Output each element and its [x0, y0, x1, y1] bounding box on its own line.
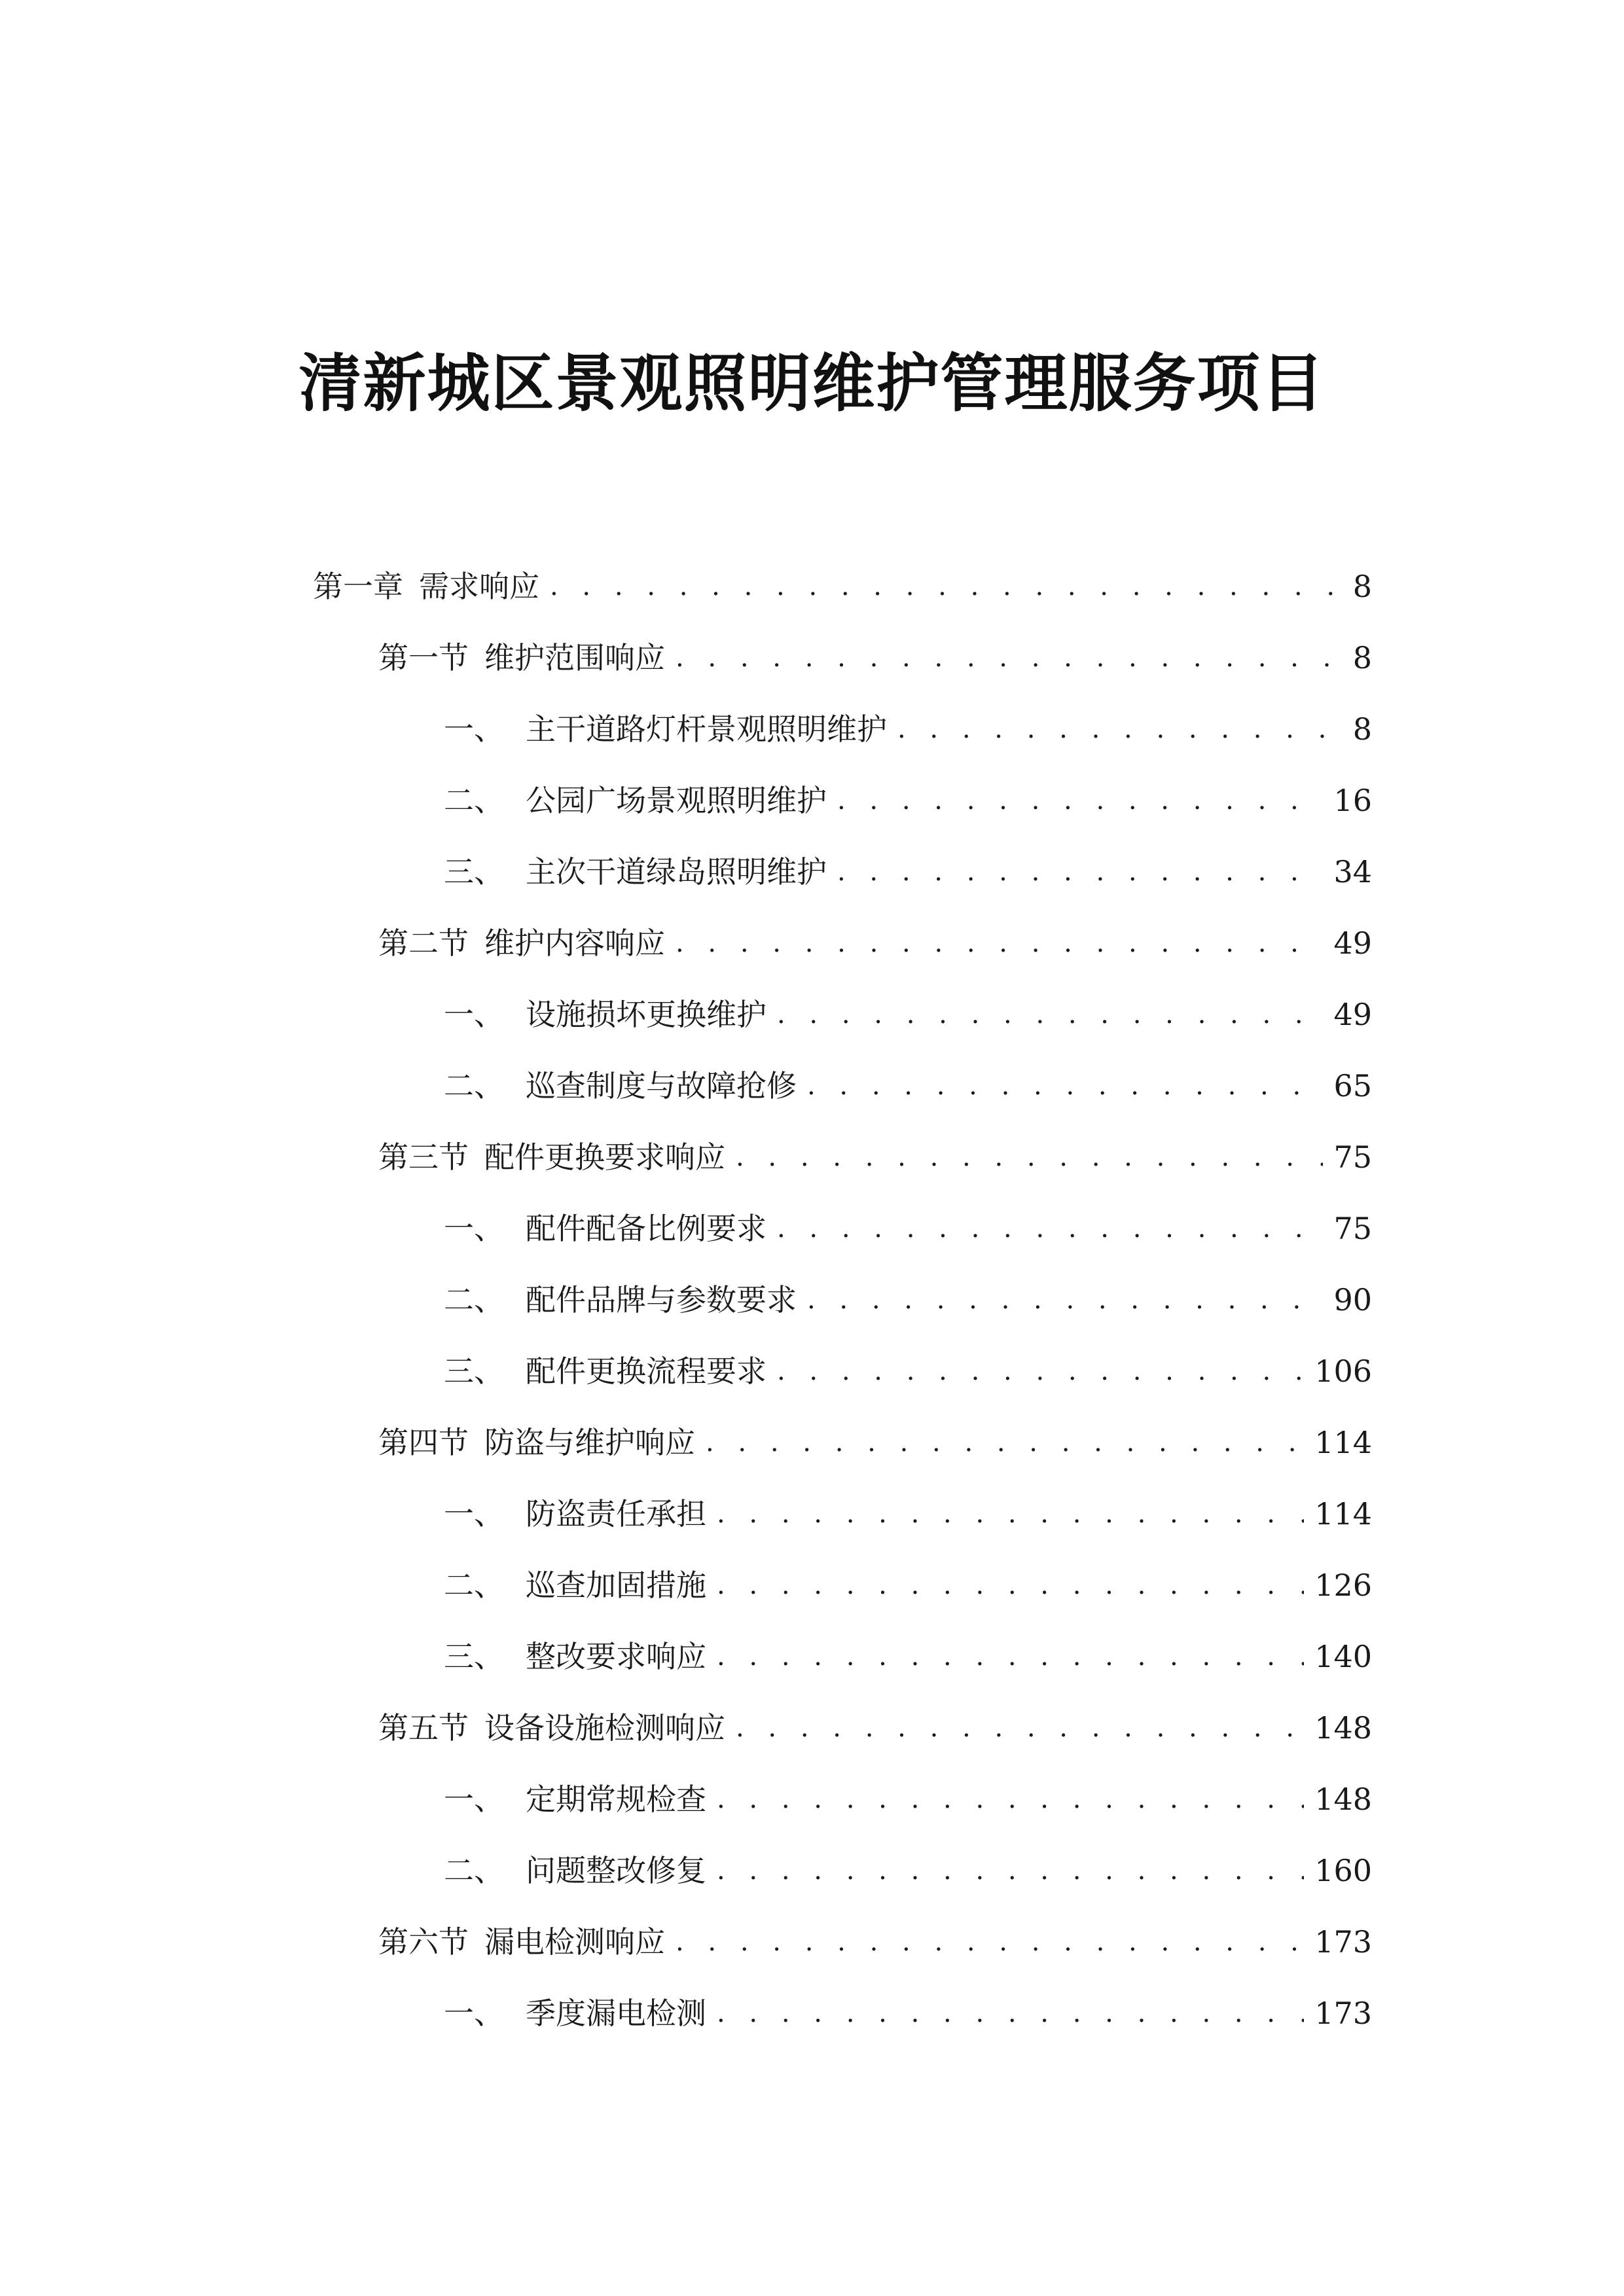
- toc-entry-subsection[interactable]: [444, 1202, 1372, 1255]
- toc-dot-leader: [550, 560, 1343, 613]
- toc-entry-subsection[interactable]: [444, 1345, 1372, 1397]
- toc-entry-title: 季度漏电检测: [526, 1996, 706, 2031]
- toc-entry-section-3[interactable]: [378, 1131, 1372, 1183]
- toc-entry-subsection[interactable]: [444, 1844, 1372, 1897]
- document-title: 清新城区景观照明维护管理服务项目: [298, 347, 1326, 420]
- toc-entry-number: 一、: [444, 1782, 504, 1817]
- toc-entry-page: 126: [1314, 1568, 1372, 1603]
- toc-entry-section-1[interactable]: [378, 632, 1372, 684]
- toc-dot-leader: [676, 917, 1323, 969]
- toc-dot-leader: [717, 1773, 1304, 1825]
- toc-dot-leader: [837, 774, 1323, 827]
- toc-entry-subsection[interactable]: [444, 1630, 1372, 1683]
- toc-entry-page: 8: [1352, 711, 1372, 747]
- toc-entry-subsection[interactable]: [444, 1559, 1372, 1611]
- toc-entry-number: 一、: [444, 711, 504, 747]
- toc-entry-section-2[interactable]: [378, 917, 1372, 969]
- toc-dot-leader: [717, 1630, 1304, 1683]
- toc-entry-title: 巡查制度与故障抢修: [526, 1068, 797, 1103]
- toc-entry-title: 设施损坏更换维护: [526, 997, 767, 1032]
- toc-dot-leader: [777, 1345, 1304, 1397]
- toc-entry-title: 防盗责任承担: [526, 1496, 706, 1532]
- toc-entry-number: 第六节: [378, 1924, 469, 1960]
- toc-entry-title: 配件更换流程要求: [526, 1354, 767, 1389]
- toc-entry-number: 二、: [444, 1282, 504, 1318]
- toc-entry-page: 140: [1314, 1639, 1372, 1674]
- toc-entry-page: 114: [1314, 1496, 1372, 1532]
- toc-entry-section-5[interactable]: [378, 1702, 1372, 1754]
- toc-entry-title: 需求响应: [419, 569, 539, 604]
- toc-entry-title: 漏电检测响应: [484, 1924, 665, 1960]
- toc-entry-subsection[interactable]: [444, 1773, 1372, 1825]
- toc-dot-leader: [717, 1559, 1304, 1611]
- toc-entry-page: 49: [1333, 997, 1372, 1032]
- toc-dot-leader: [676, 632, 1343, 684]
- toc-entry-page: 173: [1314, 1924, 1372, 1960]
- toc-entry-page: 16: [1333, 783, 1372, 818]
- toc-entry-title: 维护内容响应: [484, 925, 665, 961]
- toc-entry-page: 34: [1333, 854, 1372, 889]
- toc-dot-leader: [897, 703, 1343, 755]
- toc-entry-subsection[interactable]: [444, 1274, 1372, 1326]
- toc-entry-page: 148: [1314, 1710, 1372, 1746]
- toc-entry-number: 三、: [444, 854, 504, 889]
- toc-entry-title: 配件品牌与参数要求: [526, 1282, 797, 1318]
- toc-entry-title: 问题整改修复: [526, 1853, 706, 1888]
- toc-entry-number: 一、: [444, 1496, 504, 1532]
- toc-entry-title: 设备设施检测响应: [484, 1710, 725, 1746]
- toc-entry-page: 90: [1333, 1282, 1372, 1318]
- toc-entry-title: 公园广场景观照明维护: [526, 783, 827, 818]
- toc-dot-leader: [837, 846, 1323, 898]
- toc-entry-page: 49: [1333, 925, 1372, 961]
- toc-entry-number: 一、: [444, 1996, 504, 2031]
- toc-entry-title: 配件更换要求响应: [484, 1139, 725, 1175]
- toc-dot-leader: [736, 1131, 1323, 1183]
- toc-entry-title: 主干道路灯杆景观照明维护: [526, 711, 887, 747]
- toc-dot-leader: [717, 1987, 1304, 2039]
- toc-entry-subsection[interactable]: [444, 988, 1372, 1041]
- toc-dot-leader: [717, 1488, 1304, 1540]
- toc-dot-leader: [706, 1416, 1304, 1469]
- toc-entry-number: 第一章: [313, 569, 403, 604]
- toc-entry-page: 8: [1352, 640, 1372, 675]
- toc-entry-title: 配件配备比例要求: [526, 1211, 767, 1246]
- toc-entry-page: 75: [1333, 1139, 1372, 1175]
- toc-dot-leader: [807, 1060, 1323, 1112]
- toc-entry-number: 一、: [444, 997, 504, 1032]
- toc-entry-number: 二、: [444, 1068, 504, 1103]
- toc-entry-number: 三、: [444, 1639, 504, 1674]
- toc-entry-title: 维护范围响应: [484, 640, 665, 675]
- toc-entry-page: 106: [1314, 1354, 1372, 1389]
- toc-dot-leader: [676, 1916, 1304, 1968]
- toc-entry-subsection[interactable]: [444, 1987, 1372, 2039]
- toc-entry-number: 二、: [444, 1853, 504, 1888]
- toc-entry-section-4[interactable]: [378, 1416, 1372, 1469]
- toc-entry-subsection[interactable]: [444, 1060, 1372, 1112]
- toc-entry-page: 148: [1314, 1782, 1372, 1817]
- toc-entry-page: 65: [1333, 1068, 1372, 1103]
- toc-entry-number: 第四节: [378, 1425, 469, 1460]
- toc-dot-leader: [777, 988, 1323, 1041]
- toc-entry-title: 防盗与维护响应: [484, 1425, 695, 1460]
- toc-entry-subsection[interactable]: [444, 846, 1372, 898]
- toc-entry-page: 114: [1314, 1425, 1372, 1460]
- toc-entry-number: 二、: [444, 783, 504, 818]
- toc-entry-number: 第一节: [378, 640, 469, 675]
- toc-entry-page: 160: [1314, 1853, 1372, 1888]
- toc-entry-title: 定期常规检查: [526, 1782, 706, 1817]
- toc-entry-number: 一、: [444, 1211, 504, 1246]
- toc-entry-number: 第二节: [378, 925, 469, 961]
- toc-entry-number: 二、: [444, 1568, 504, 1603]
- toc-entry-number: 三、: [444, 1354, 504, 1389]
- toc-entry-number: 第五节: [378, 1710, 469, 1746]
- toc-entry-page: 8: [1352, 569, 1372, 604]
- toc-entry-title: 巡查加固措施: [526, 1568, 706, 1603]
- toc-entry-title: 整改要求响应: [526, 1639, 706, 1674]
- toc-dot-leader: [807, 1274, 1323, 1326]
- toc-entry-page: 75: [1333, 1211, 1372, 1246]
- toc-dot-leader: [717, 1844, 1304, 1897]
- toc-dot-leader: [736, 1702, 1304, 1754]
- toc-entry-subsection[interactable]: [444, 703, 1372, 755]
- toc-entry-title: 主次干道绿岛照明维护: [526, 854, 827, 889]
- toc-entry-page: 173: [1314, 1996, 1372, 2031]
- toc-entry-subsection[interactable]: [444, 774, 1372, 827]
- toc-dot-leader: [777, 1202, 1323, 1255]
- toc-entry-chapter-1[interactable]: [313, 560, 1372, 613]
- toc-entry-subsection[interactable]: [444, 1488, 1372, 1540]
- toc-entry-number: 第三节: [378, 1139, 469, 1175]
- toc-entry-section-6[interactable]: [378, 1916, 1372, 1968]
